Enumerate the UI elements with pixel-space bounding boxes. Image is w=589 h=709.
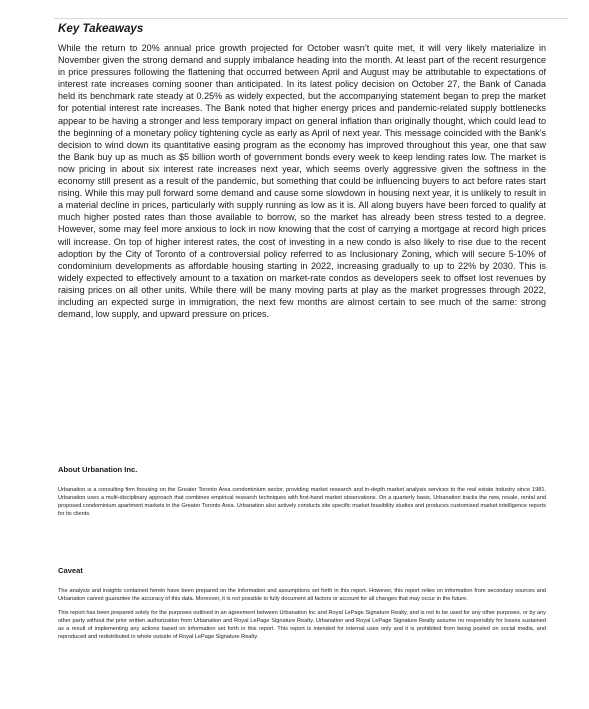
caveat-heading: Caveat — [58, 566, 83, 575]
about-paragraph: Urbanation is a consulting firm focusing on the Greater Toronto Area condominium sector, providing market research and in-depth market analysis services to the real estate industry since 1981. Urbanation uses a multi-disciplinary approach that combines empirical research techniques with first-hand market observations. On a quarterly basis, Urbanation tracks the new, resale, rental and proposed condominium apartment markets in the Greater Toronto Area. Urbanation also actively conducts site specific market feasibility studies and produces customized market intelligence reports for its clients. — [58, 487, 546, 518]
top-divider — [54, 18, 568, 19]
caveat-section — [58, 566, 546, 642]
key-takeaways-paragraph: While the return to 20% annual price growth projected for October wasn’t quite met, it will very likely materialize in November given the strong demand and supply imbalance heading into the month. At least part of the recent resurgence in price pressures following the flattening that occurred between April and August may be attributable to expectations of interest rate increases coming sooner than anticipated. In its latest policy decision on October 27, the Bank of Canada held its benchmark rate steady at 0.25% as widely expected, but the accompanying statement began to prep the market for potential interest rate increases. The Bank noted that higher energy prices and pandemic-related supply bottlenecks appear to be having a stronger and less temporary impact on general inflation than originally thought, which could lead to the beginning of a monetary policy tightening cycle as early as April of next year. This message coincided with the Bank’s decision to wind down its quantitative easing program as the economy has improved throughout this year, one that saw the Bank buy up as much as $5 billion worth of government bonds every week to keep lending rates low. The market is now pricing in about six interest rate increases next year, which seems overly aggressive given the softness in the economy still present as a result of the pandemic, but something that could be influencing buyers to act before rates start rising. While this may pull forward some demand and cause some slowdown in housing next year, it is unlikely to result in a material decline in prices, particularly with supply running as low as it is. All along buyers have been forced to qualify at much higher posted rates than those available to borrow, so the market has already been stress tested to a degree. However, some may feel more anxious to lock in now knowing that the cost of carrying a mortgage at record high prices will increase. On top of higher interest rates, the cost of investing in a new condo is also likely to rise due to the recent adoption by the City of Toronto of a controversial policy referred to as Inclusionary Zoning, which will secure 5-10% of condominium developments as affordable housing starting in 2022, increasing gradually to up to 22% by 2030. This is widely expected to effectively amount to a taxation on market-rate condos as developers seek to offset lost revenues by raising prices on all other units. While there will be many moving parts at play as the market progresses through 2022, including an expected surge in immigration, the next few months are almost certain to see much of the same: strong demand, low supply, and upward pressure on prices. — [58, 43, 546, 320]
caveat-paragraph-2: This report has been prepared solely for the purposes outlined in an agreement between Urbanation Inc and Royal LePage Signature Realty, and is not to be used for any other purposes, or by any other party without the prior written authorization from Urbanation and Royal LePage Signature Realty. Urbanation and Royal LePage Signature Realty assume no responsibly for losses sustained as a result of implementing any actions based on information set forth in this report. This report is intended for internal uses only and it is prohibited from being posted on social media, and reproduced and redistributed in whole outside of Royal LePage Signature Realty. — [58, 610, 546, 641]
about-section — [58, 465, 546, 518]
key-takeaways-section — [58, 22, 546, 320]
caveat-paragraph-1: The analysis and insights contained herein have been prepared on the information and assumptions set forth in this report. However, this report relies on information from secondary sources and Urbanation cannot guarantee the accuracy of this data. Moreover, it is not possible to fully document all factors or account for all changes that may occur in the future. — [58, 588, 546, 603]
about-heading: About Urbanation Inc. — [58, 465, 138, 474]
key-takeaways-heading: Key Takeaways — [58, 22, 144, 35]
